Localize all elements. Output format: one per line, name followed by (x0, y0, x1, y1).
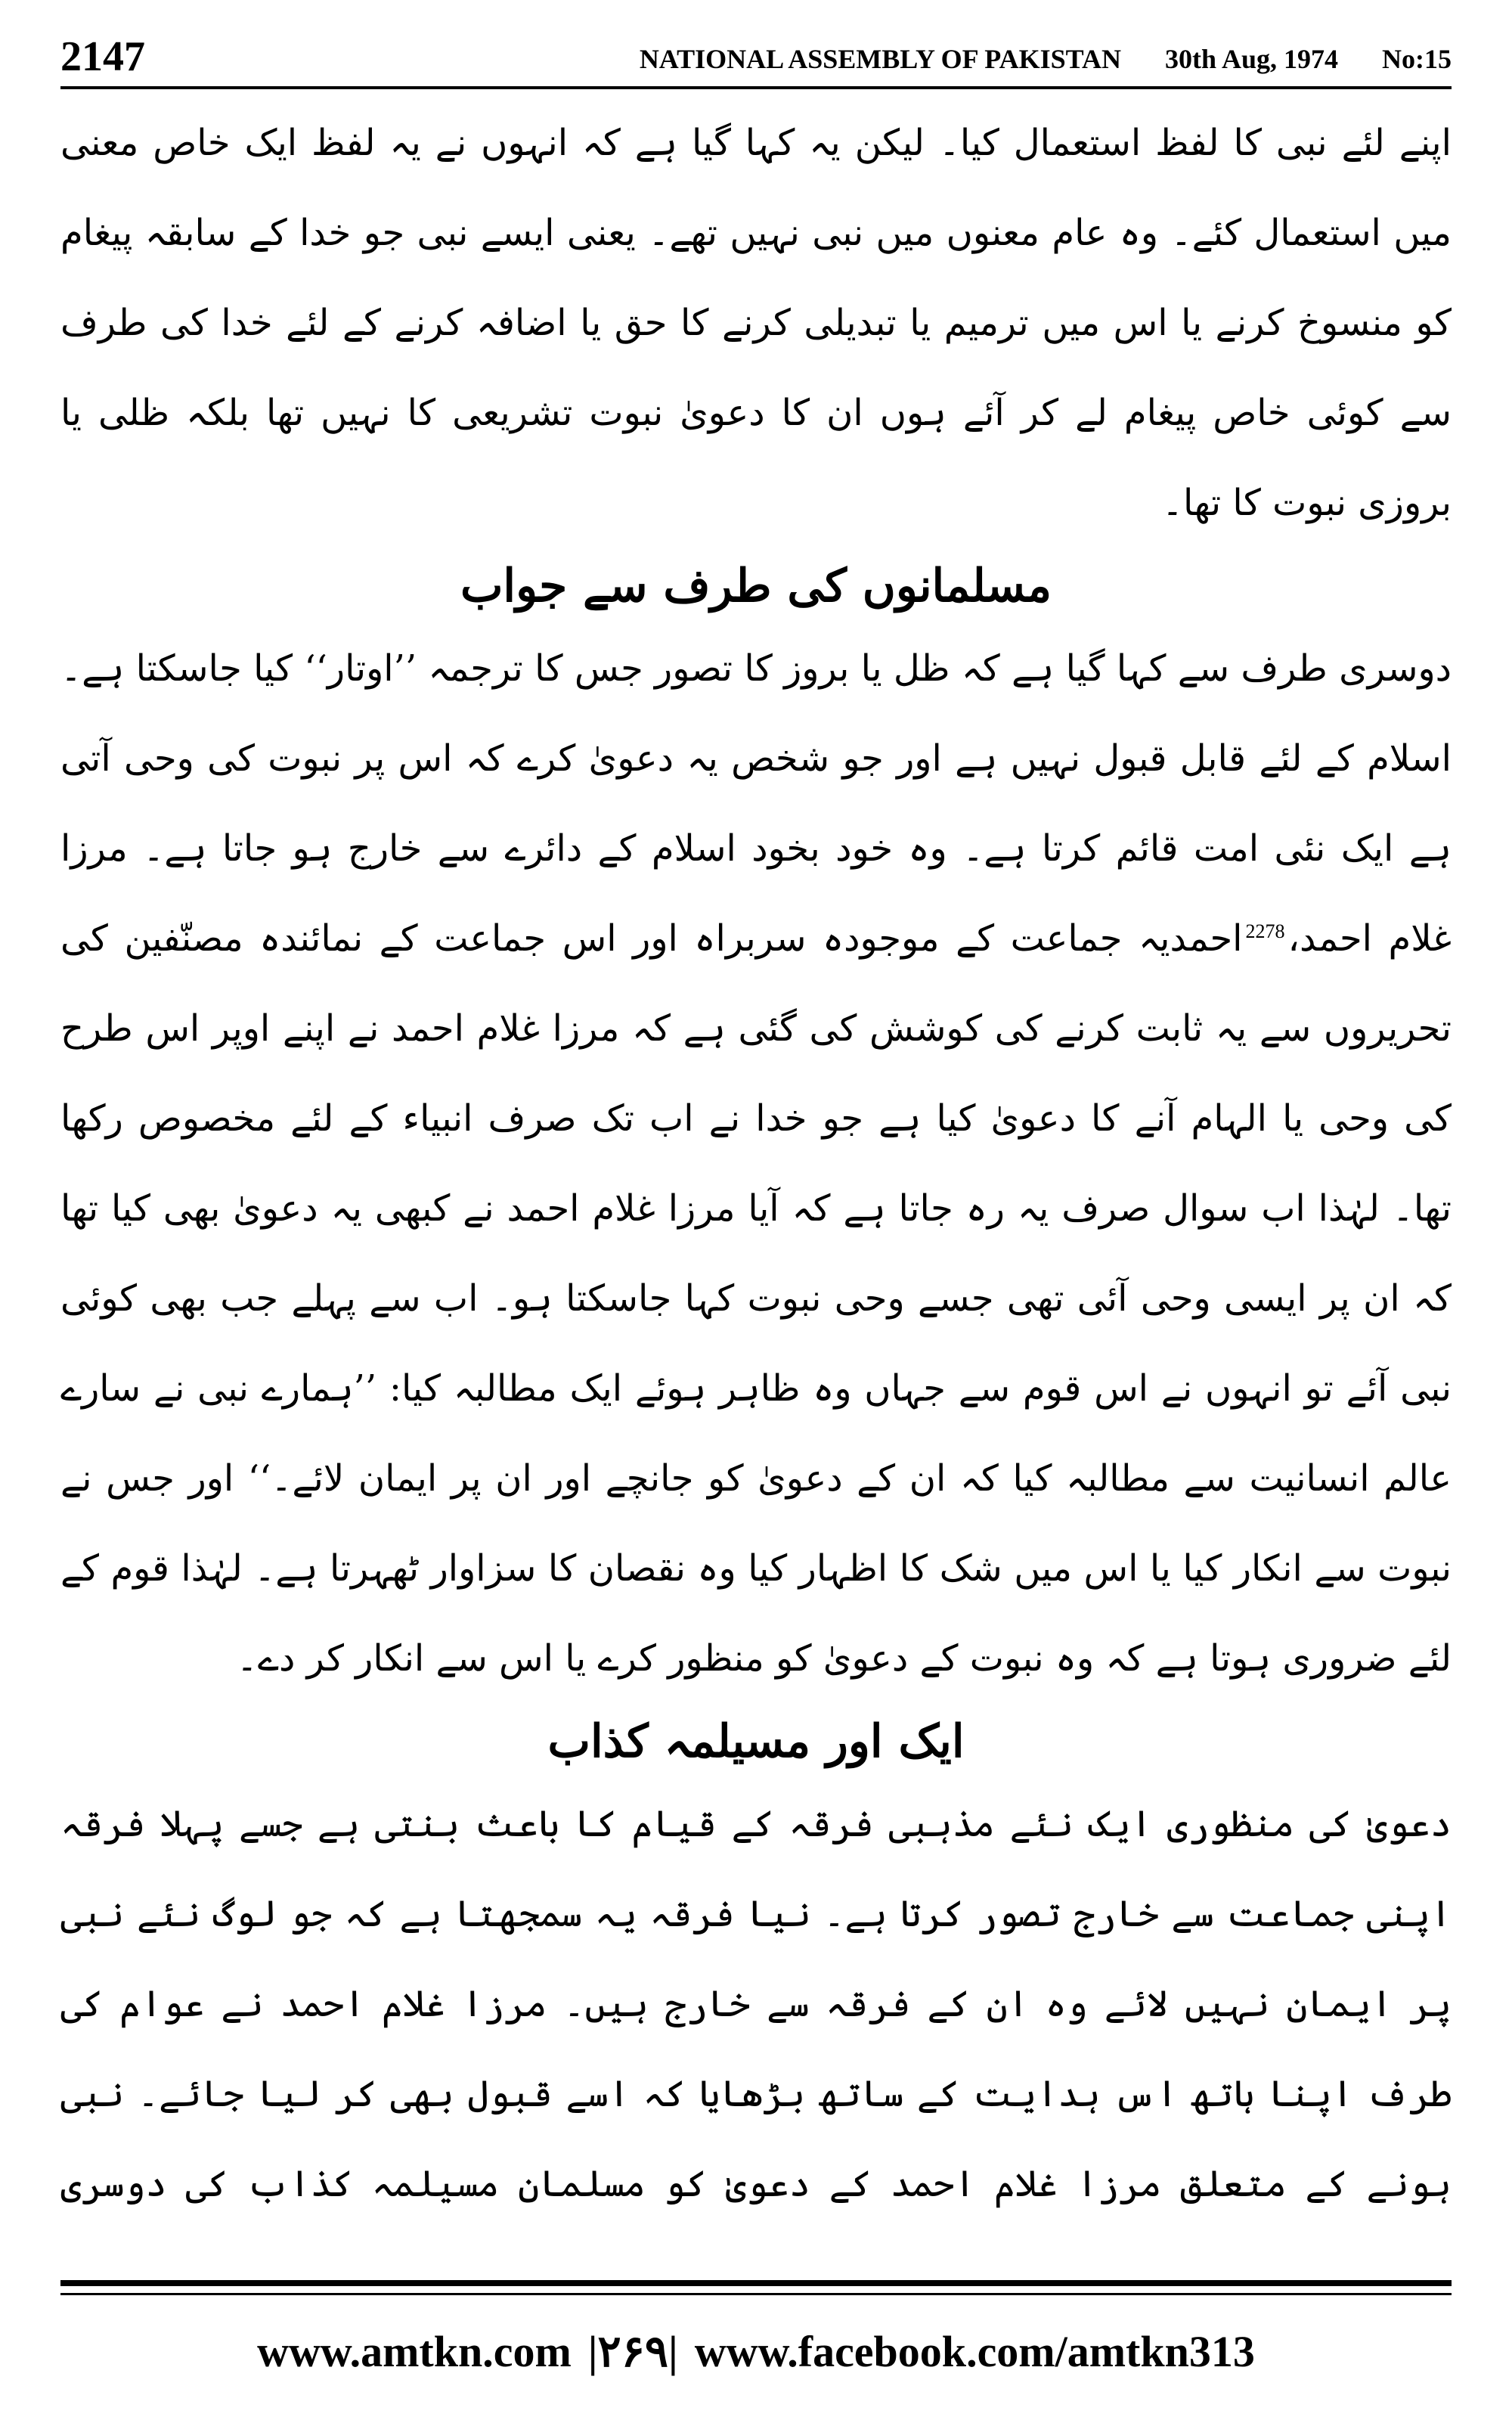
footer-book-page: |۲۶۹| (587, 2327, 678, 2376)
heading-muslim-response: مسلمانوں کی طرف سے جواب (460, 560, 1052, 613)
footer-facebook-link[interactable]: www.facebook.com/amtkn313 (694, 2327, 1255, 2376)
paragraph-1: اپنے لئے نبی کا لفظ استعمال کیا۔ لیکن یہ کہا گیا ہے کہ انہوں نے یہ لفظ ایک خاص معنی میں استعمال کئے۔ وہ عام معنوں میں نبی نہیں تھے۔ یعنی ایسے نبی جو خدا کے سابقہ پیغام کو منسوخ کرنے یا اس میں ترمیم یا تبدیلی کرنے کا حق یا اضافہ کرنے کے لئے خدا کی طرف سے کوئی خاص پیغام لے کر آئے ہوں ان کا دعویٰ نبوت تشریعی کا نہیں تھا بلکہ ظلی یا بروزی نبوت کا تھا۔ (60, 122, 1452, 524)
publication-name: NATIONAL ASSEMBLY OF PAKISTAN (639, 44, 1121, 74)
header-title (596, 36, 1452, 82)
page-footer (60, 2314, 1452, 2390)
footer-site-link[interactable]: www.amtkn.com (257, 2327, 572, 2376)
header-rule (60, 86, 1452, 89)
issue-number: No:15 (1382, 44, 1452, 74)
page-body (60, 98, 1452, 2254)
paragraph-2-part-a: دوسری طرف سے کہا گیا ہے کہ ظل یا بروز کا تصور جس کا ترجمہ ’’اوتار‘‘ کیا جاسکتا ہے۔ اسلام کے لئے قابل قبول نہیں ہے اور جو شخص یہ دعویٰ کرے کہ اس پر نبوت کی وحی آتی ہے ایک نئی امت قائم کرتا ہے۔ وہ خود بخود اسلام کے دائرے سے خارج ہو جاتا ہے۔ مرزا غلام احمد، (60, 647, 1452, 960)
paragraph-2-part-b: احمدیہ جماعت کے موجودہ سربراہ اور اس جماعت کے نمائندہ مصنّفین کی تحریروں سے یہ ثابت کرنے کی کوشش کی گئی ہے کہ مرزا غلام احمد نے اپنے اوپر اس طرح کی وحی یا الہام آنے کا دعویٰ کیا ہے جو خدا نے اب تک صرف انبیاء کے لئے مخصوص رکھا تھا۔ لہٰذا اب سوال صرف یہ رہ جاتا ہے کہ آیا مرزا غلام احمد نے کبھی یہ دعویٰ بھی کیا تھا کہ ان پر ایسی وحی آئی تھی جسے وحی نبوت کہا جاسکتا ہو۔ اب سے پہلے جب بھی کوئی نبی آئے تو انہوں نے اس قوم سے جہاں وہ ظاہر ہوئے ایک مطالبہ کیا: ’’ہمارے نبی نے سارے عالم انسانیت سے مطالبہ کیا کہ ان کے دعویٰ کو جانچے اور ان پر ایمان لائے۔‘‘ اور جس نے نبوت سے انکار کیا یا اس میں شک کا اظہار کیا وہ نقصان کا سزاوار ٹھہرتا ہے۔ لہٰذا قوم کے لئے ضروری ہوتا ہے کہ وہ نبوت کے دعویٰ کو منظور کرے یا اس سے انکار کر دے۔ (60, 917, 1452, 1680)
page-number: 2147 (60, 33, 145, 80)
footnote-marker: 2278 (1245, 920, 1285, 942)
paragraph-2 (60, 624, 1452, 1704)
session-date: 30th Aug, 1974 (1164, 44, 1338, 74)
page-header (60, 30, 1452, 83)
heading-another-musaylima: ایک اور مسیلمہ کذاب (547, 1715, 965, 1768)
footer-rule-thick (60, 2280, 1452, 2286)
footer-rule-thin (60, 2293, 1452, 2295)
paragraph-3: دعویٰ کی منظوری ایک نئے مذہبی فرقہ کے قیام کا باعث بنتی ہے جسے پہلا فرقہ اپنی جماعت سے خارج تصور کرتا ہے۔ نیا فرقہ یہ سمجھتا ہے کہ جو لوگ نئے نبی پر ایمان نہیں لائے وہ ان کے فرقہ سے خارج ہیں۔ مرزا غلام احمد نے عوام کی طرف اپنا ہاتھ اس ہدایت کے ساتھ بڑھایا کہ اسے قبول بھی کر لیا جائے۔ نبی ہونے کے متعلق مرزا غلام احمد کے دعویٰ کو مسلمان مسیلمہ کذاب کی دوسری (60, 1803, 1452, 2205)
